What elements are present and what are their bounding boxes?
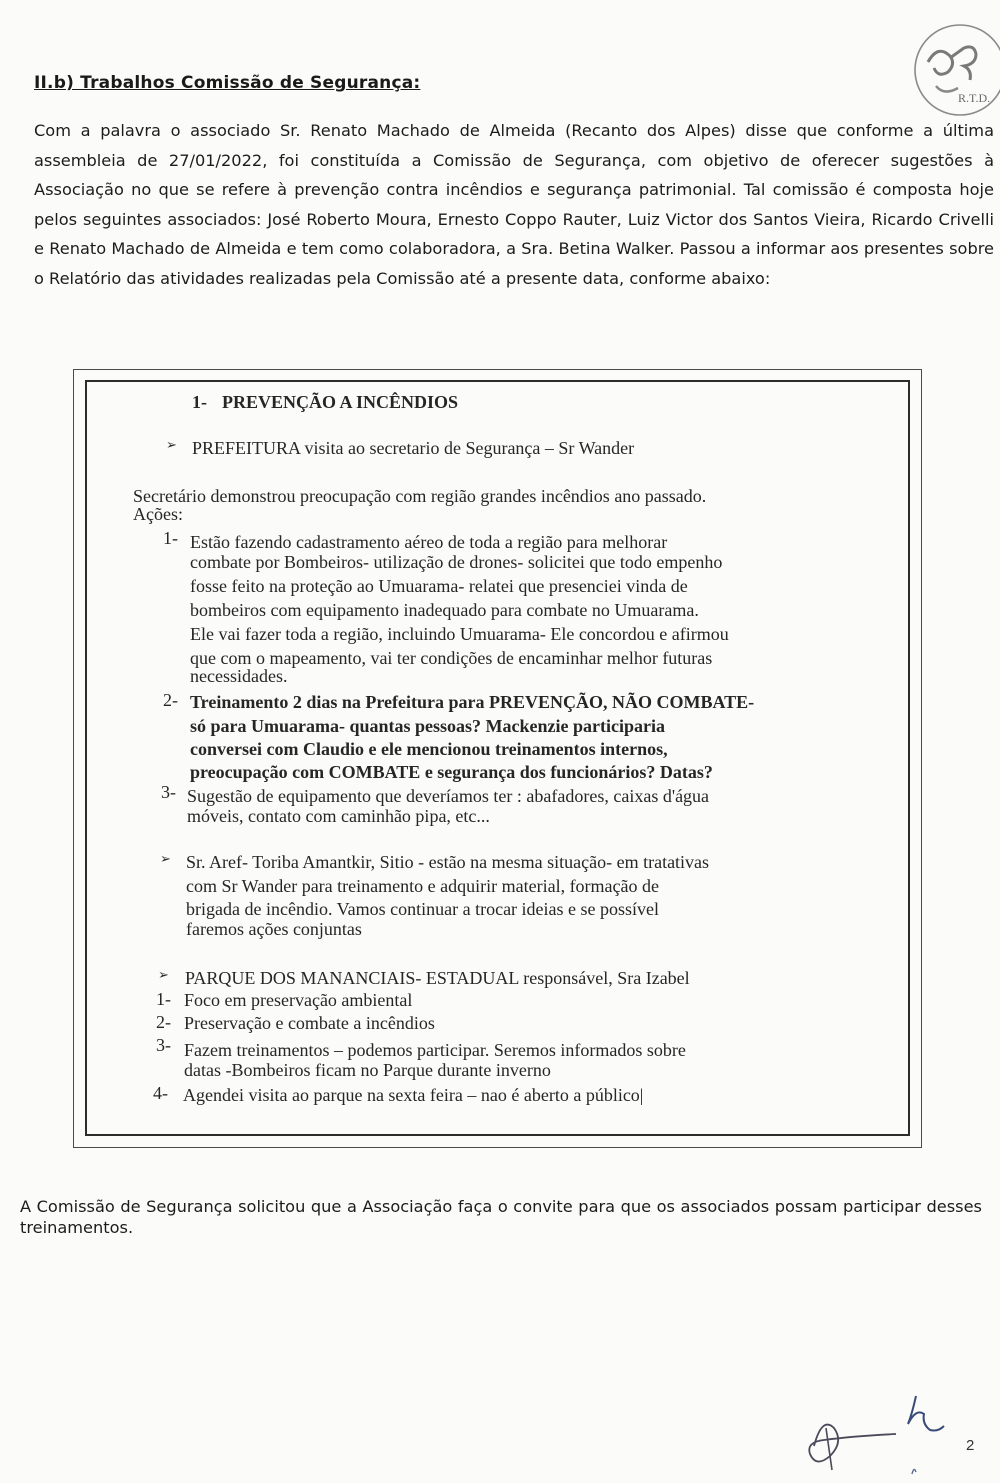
bullet-aref-line: faremos ações conjuntas (186, 919, 362, 939)
action-line: Sugestão de equipamento que deveríamos ter : abafadores, caixas d'água (187, 786, 710, 806)
parque-item: Foco em preservação ambiental (184, 990, 413, 1010)
summary-line: Secretário demonstrou preocupação com região grandes incêndios ano passado. (133, 486, 707, 506)
section-number: 1- (192, 392, 207, 412)
section-title: PREVENÇÃO A INCÊNDIOS (222, 392, 459, 412)
parque-item-number: 3- (156, 1035, 171, 1055)
action-line: que com o mapeamento, vai ter condições de encaminhar melhor futuras (190, 648, 713, 668)
signature-mark (800, 1388, 960, 1483)
bullet-aref-line: brigada de incêndio. Vamos continuar a trocar ideias e se possível (186, 899, 660, 919)
arrow-bullet-icon: ➢ (166, 438, 177, 453)
page-number: 2 (966, 1437, 975, 1454)
stamp-text: R.T.D. (958, 91, 991, 105)
action-line: combate por Bombeiros- utilização de drones- solicitei que todo empenho (190, 552, 723, 572)
action-number: 3- (161, 782, 176, 802)
registry-stamp-icon (906, 12, 1000, 124)
action-line: Treinamento 2 dias na Prefeitura para PREVENÇÃO, NÃO COMBATE- (190, 692, 755, 712)
page-heading: II.b) Trabalhos Comissão de Segurança: (34, 73, 421, 93)
action-number: 2- (163, 690, 178, 710)
action-line: necessidades. (190, 666, 288, 686)
action-line: Ele vai fazer toda a região, incluindo Umuarama- Ele concordou e afirmou (190, 624, 729, 644)
parque-item: Preservação e combate a incêndios (184, 1013, 435, 1033)
summary-actions-label: Ações: (133, 504, 183, 524)
bullet-aref-line: Sr. Aref- Toriba Amantkir, Sitio - estão na mesma situação- em tratativas (186, 852, 710, 872)
arrow-bullet-icon: ➢ (160, 852, 171, 867)
action-line: preocupação com COMBATE e segurança dos funcionários? Datas? (190, 762, 713, 782)
bullet-aref-line: com Sr Wander para treinamento e adquirir material, formação de (186, 876, 660, 896)
parque-item: datas -Bombeiros ficam no Parque durante inverno (184, 1060, 551, 1080)
bullet-prefeitura: PREFEITURA visita ao secretario de Segurança – Sr Wander (192, 438, 635, 458)
action-line: fosse feito na proteção ao Umuarama- relatei que presenciei vinda de (190, 576, 688, 596)
action-line: só para Umuarama- quantas pessoas? Mackenzie participaria (190, 716, 665, 736)
action-line: conversei com Claudio e ele mencionou treinamentos internos, (190, 739, 668, 759)
closing-paragraph: A Comissão de Segurança solicitou que a Associação faça o convite para que os associados possam participar desses treinamentos. (20, 1197, 982, 1237)
parque-item: Agendei visita ao parque na sexta feira – nao é aberto a público| (183, 1085, 644, 1105)
action-line: móveis, contato com caminhão pipa, etc... (187, 806, 490, 826)
parque-item-number: 4- (153, 1083, 168, 1103)
bullet-parque: PARQUE DOS MANANCIAIS- ESTADUAL responsável, Sra Izabel (185, 968, 690, 988)
action-line: Estão fazendo cadastramento aéreo de toda a região para melhorar (190, 532, 668, 552)
parque-item: Fazem treinamentos – podemos participar. Seremos informados sobre (184, 1040, 686, 1060)
parque-item-number: 2- (156, 1012, 171, 1032)
action-line: bombeiros com equipamento inadequado para combate no Umuarama. (190, 600, 699, 620)
arrow-bullet-icon: ➢ (158, 968, 169, 983)
intro-paragraph: Com a palavra o associado Sr. Renato Machado de Almeida (Recanto dos Alpes) disse que conforme a última assembleia de 27/01/2022, foi constituída a Comissão de Segurança, com objetivo de oferecer sugestões à Associação no que se refere à prevenção contra incêndios e segurança patrimonial. Tal comissão é composta hoje pelos seguintes associados: José Roberto Moura, Ernesto Coppo Rauter, Luiz Victor dos Santos Vieira, Ricardo Crivelli e Renato Machado de Almeida e tem como colaboradora, a Sra. Betina Walker. Passou a informar aos presentes sobre o Relatório das atividades realizadas pela Comissão até a presente data, conforme abaixo: (34, 121, 994, 288)
action-number: 1- (163, 528, 178, 548)
parque-item-number: 1- (156, 989, 171, 1009)
